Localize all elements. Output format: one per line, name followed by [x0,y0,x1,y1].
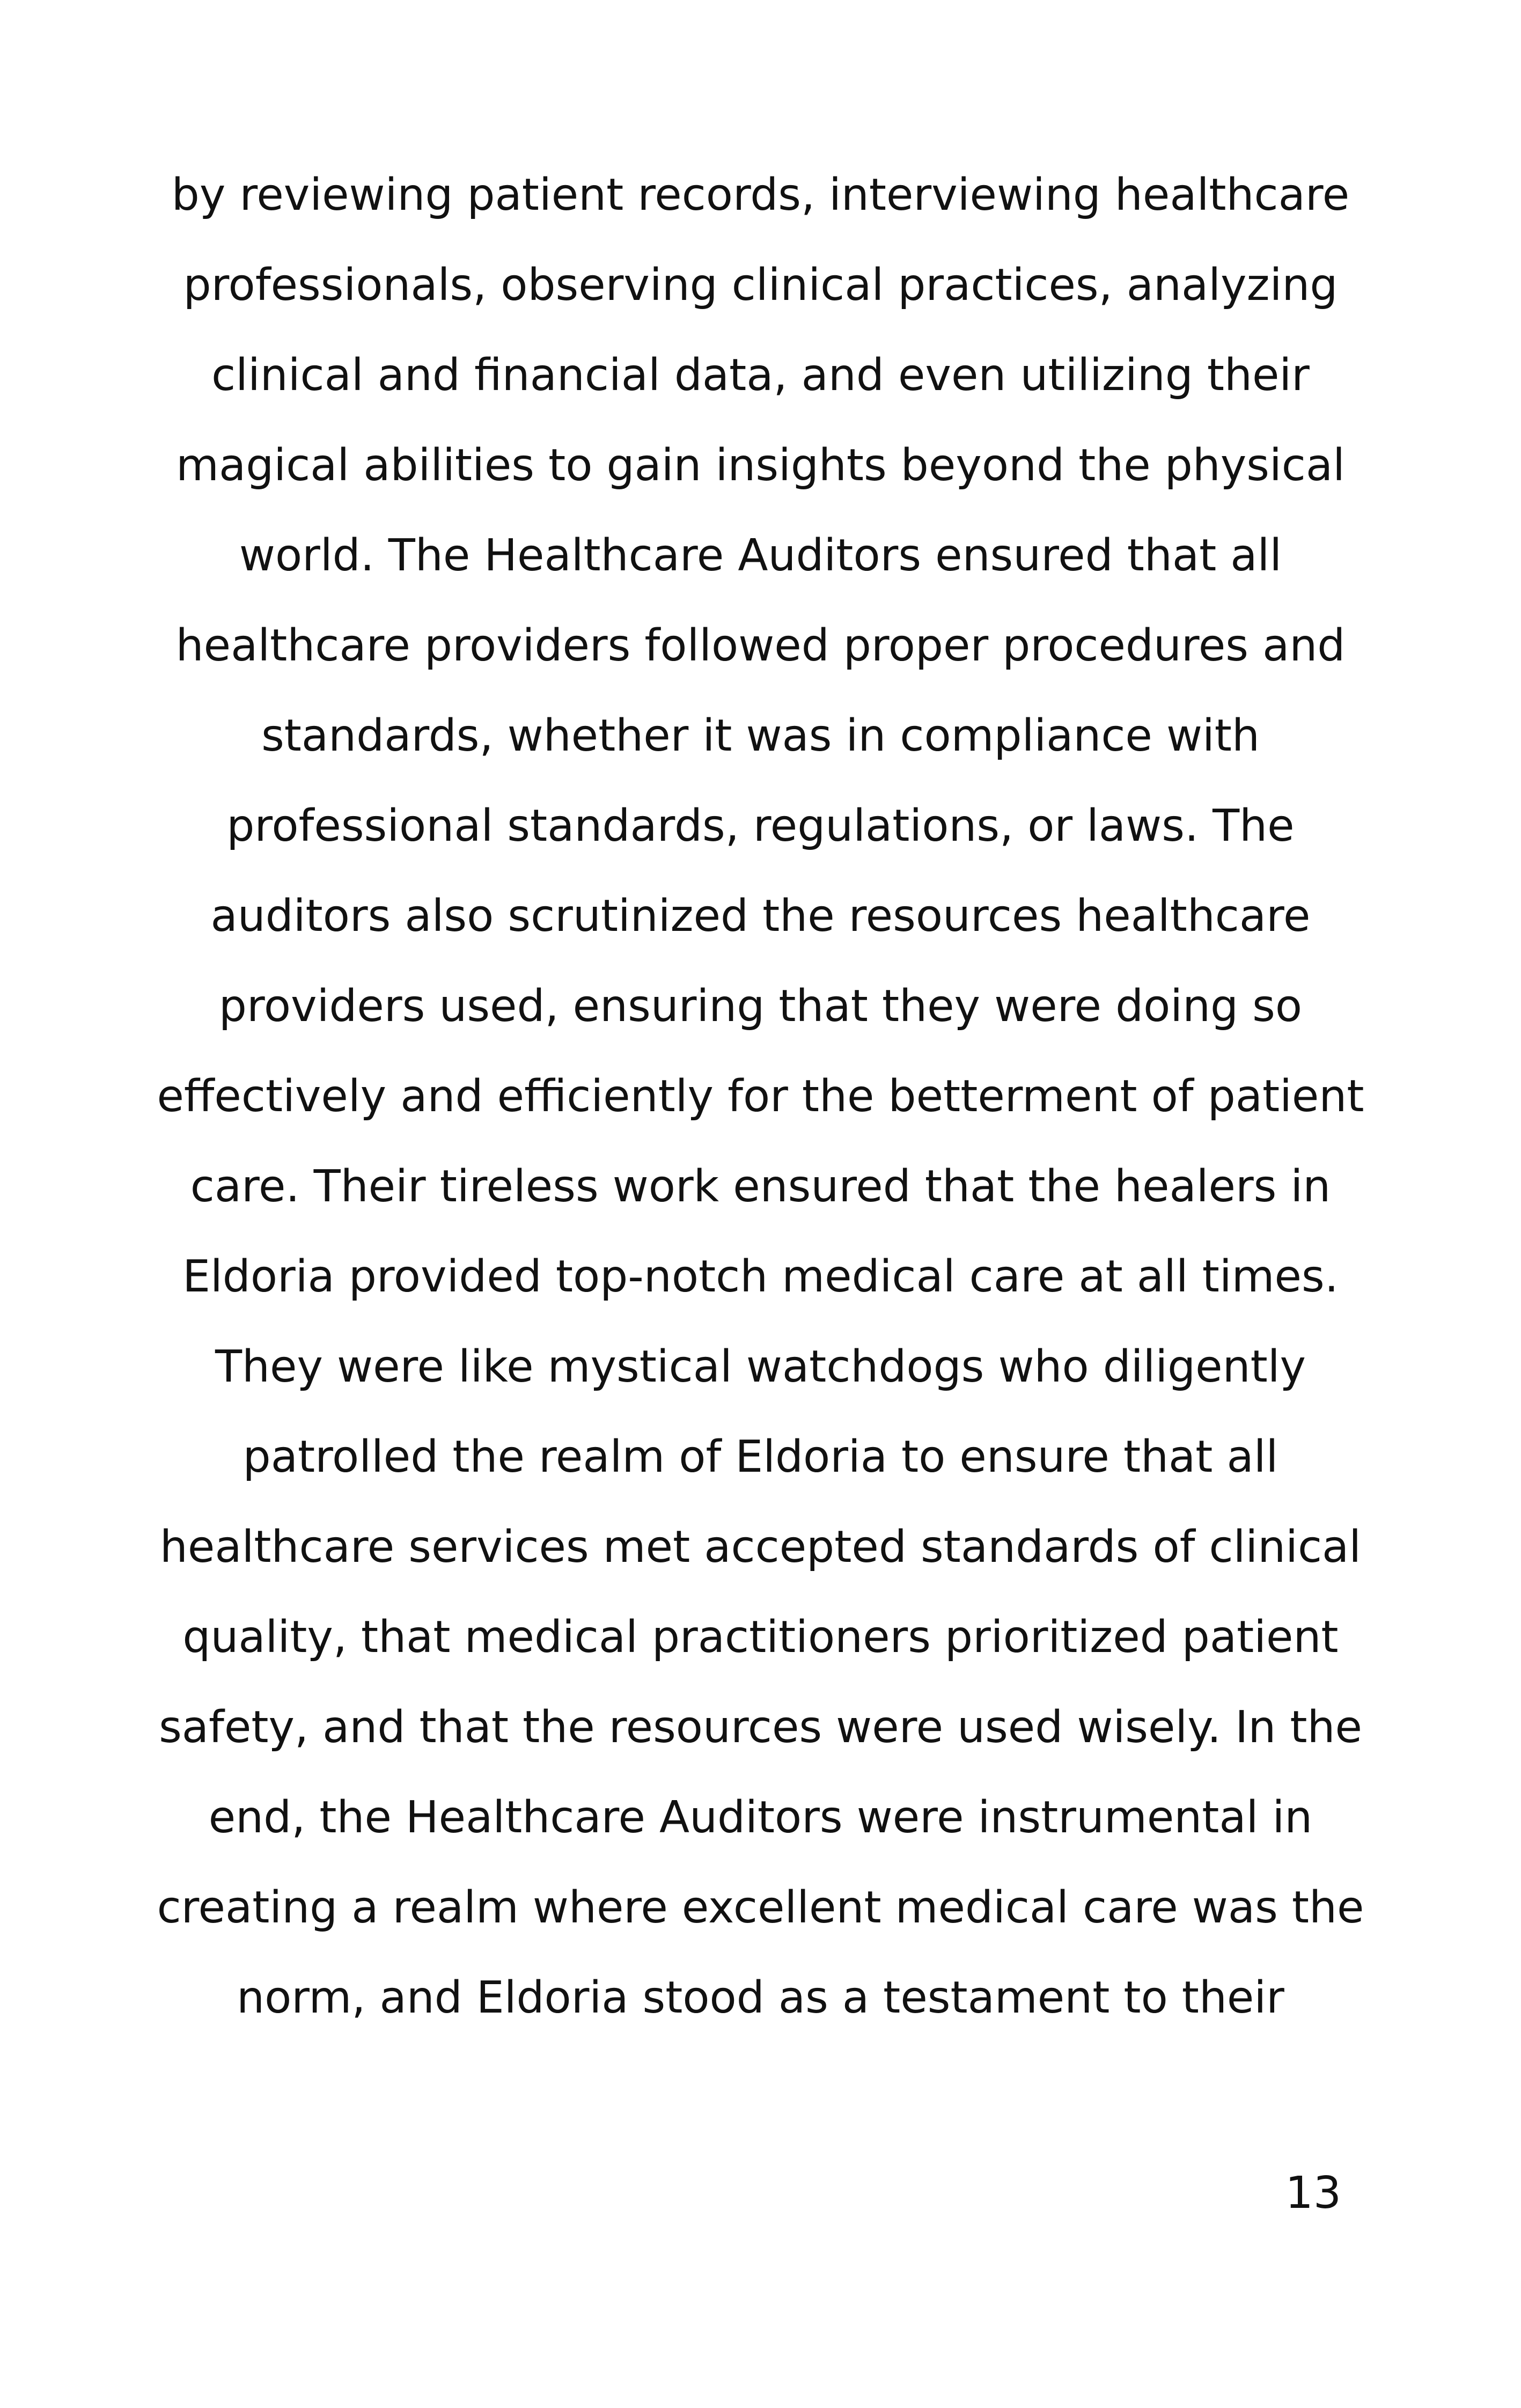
text-line-14: They were like mystical watchdogs who diligently [215,1341,1306,1392]
text-line-12: care. Their tireless work ensured that the healers in [190,1161,1331,1212]
text-line-4: magical abilities to gain insights beyond the physical [176,440,1345,491]
text-line-20: creating a realm where excellent medical care was the [157,1882,1364,1933]
text-line-13: Eldoria provided top-notch medical care at all times. [182,1251,1339,1302]
text-line-11: effectively and efficiently for the betterment of patient [157,1071,1364,1122]
text-line-6: healthcare providers followed proper procedures and [175,620,1346,671]
text-line-19: end, the Healthcare Auditors were instrumental in [208,1792,1313,1843]
text-line-10: providers used, ensuring that they were doing so [218,981,1303,1032]
text-line-2: professionals, observing clinical practices, analyzing [183,260,1338,311]
text-line-21: norm, and Eldoria stood as a testament to their [237,1972,1284,2023]
text-line-18: safety, and that the resources were used wisely. In the [159,1702,1362,1753]
text-line-3: clinical and financial data, and even utilizing their [211,350,1310,401]
page-number: 13 [1285,2168,1341,2219]
body-text [134,150,1387,2043]
text-line-15: patrolled the realm of Eldoria to ensure that all [243,1431,1278,1482]
text-line-7: standards, whether it was in compliance with [261,710,1260,761]
text-line-9: auditors also scrutinized the resources healthcare [210,891,1311,942]
text-line-16: healthcare services met accepted standards of clinical [159,1522,1362,1573]
text-line-1: by reviewing patient records, interviewing healthcare [171,170,1350,221]
text-line-8: professional standards, regulations, or laws. The [226,801,1295,851]
text-line-17: quality, that medical practitioners prioritized patient [182,1612,1339,1663]
text-line-5: world. The Healthcare Auditors ensured that all [239,530,1282,581]
